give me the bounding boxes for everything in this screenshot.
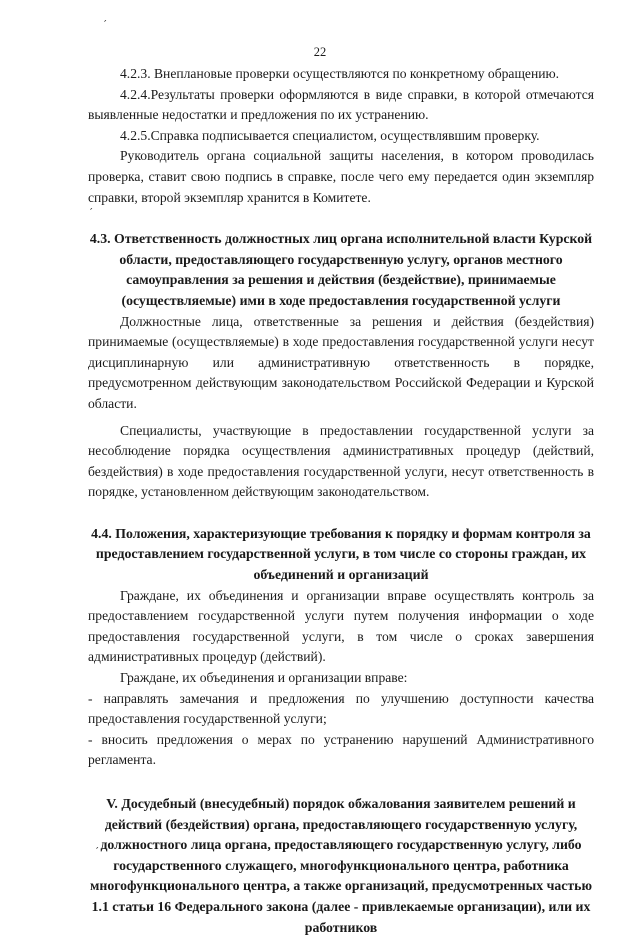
scan-mark: ′ [96, 845, 99, 858]
paragraph-4-2-3: 4.2.3. Внеплановые проверки осуществляются по конкретному обращению. [120, 66, 560, 81]
heading-4-4: 4.4. Положения, характеризующие требования к порядку и формам контроля за предоставлением государственной услуги, в том числе со стороны граждан, их объединений и организаций [91, 525, 591, 583]
document-body [88, 64, 594, 938]
list-item-proposals: - вносить предложения о мерах по устранению нарушений Административного регламента. [88, 731, 594, 768]
heading-section-5: V. Досудебный (внесудебный) порядок обжалования заявителем решений и действий (бездействия) органа, предоставляющего государственную услугу, должностного лица органа, предоставляющего государственную услугу, либо государственного служащего, многофункционального центра, работника многофункционального центра, а также организаций, предусмотренных частью 1.1 статьи 16 Федерального закона (далее - привлекаемые организации), или их работников [89, 796, 593, 935]
paragraph-citizens-control: Граждане, их объединения и организации вправе осуществлять контроль за предоставлением государственной услуги путем получения информации о ходе предоставления государственной услуги, в том числе о сроках завершения административных процедур (действий). [88, 587, 594, 665]
list-item-remarks: - направлять замечания и предложения по улучшению доступности качества предоставления государственной услуги; [88, 690, 594, 727]
heading-4-3: 4.3. Ответственность должностных лиц органа исполнительной власти Курской области, предоставляющего государственную услугу, органов местного самоуправления за решения и действия (бездействие), принимаемые (осуществляемые) ими в ходе предоставления государственной услуги [89, 231, 593, 308]
paragraph-4-2-5: 4.2.5.Справка подписывается специалистом, осуществлявшим проверку. [120, 127, 540, 143]
paragraph-4-2-4: 4.2.4.Результаты проверки оформляются в виде справки, в которой отмечаются выявленные недостатки и предложения по их устранению. [88, 86, 594, 123]
page-number: 22 [313, 45, 327, 59]
scan-mark: ′ [104, 18, 107, 31]
paragraph-supervisor-signature: Руководитель органа социальной защиты населения, в котором проводилась проверка, ставит свою подпись в справке, после чего ему передается один экземпляр справки, второй экземпляр хранится в Комитете. [88, 148, 594, 205]
scan-mark: ′ [90, 206, 93, 219]
paragraph-specialists-responsibility: Специалисты, участвующие в предоставлении государственной услуги за несоблюдение порядка осуществления административных процедур (действий, бездействия) в ходе предоставления государственной услуги, несут ответственность в порядке, установленном действующим законодательством. [88, 422, 594, 500]
paragraph-citizens-rights: Граждане, их объединения и организации вправе: [120, 670, 408, 686]
paragraph-officials-responsibility: Должностные лица, ответственные за решения и действия (бездействия) принимаемые (осуществляемые) в ходе предоставления государственной услуги несут дисциплинарную или административную ответственность в порядке, предусмотренном действующим законодательством Российской Федерации и Курской области. [88, 313, 594, 411]
